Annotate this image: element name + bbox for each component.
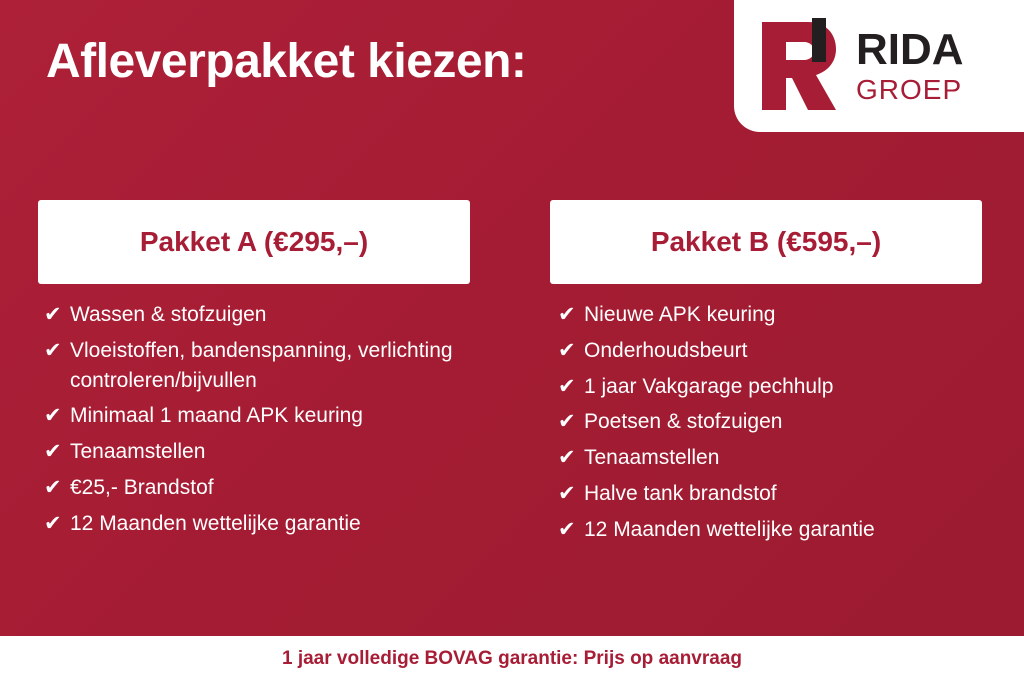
package-b-card (550, 200, 982, 551)
list-item (558, 372, 982, 402)
list-item (558, 300, 982, 330)
check-icon: ✔ (558, 303, 576, 326)
list-item-label: Tenaamstellen (70, 440, 206, 464)
package-b-header (550, 200, 982, 284)
footer-text: 1 jaar volledige BOVAG garantie: Prijs op aanvraag (281, 648, 743, 669)
package-a-feature-list (38, 300, 470, 539)
check-icon: ✔ (558, 338, 576, 362)
list-item-label: Onderhoudsbeurt (584, 338, 748, 362)
list-item (44, 300, 470, 330)
list-item (558, 443, 982, 473)
package-b-title: Pakket B (€595,–) (650, 226, 882, 257)
list-item-label: Halve tank brandstof (584, 482, 777, 506)
logo-subtitle: GROEP (856, 74, 963, 105)
package-a-title: Pakket A (€295,–) (139, 226, 369, 257)
list-item (44, 336, 470, 396)
list-item-label: Tenaamstellen (584, 446, 720, 470)
package-a-header (38, 200, 470, 284)
check-icon: ✔ (44, 440, 62, 464)
list-item-label: Nieuwe APK keuring (584, 303, 776, 326)
list-item (44, 509, 470, 539)
check-icon: ✔ (558, 410, 576, 434)
check-icon: ✔ (558, 482, 576, 506)
footer-banner (0, 636, 1024, 682)
list-item-label: €25,- Brandstof (70, 476, 214, 500)
check-icon: ✔ (558, 446, 576, 470)
list-item (558, 407, 982, 437)
check-icon: ✔ (44, 404, 62, 428)
list-item-label: Wassen & stofzuigen (70, 303, 267, 326)
list-item-label: 12 Maanden wettelijke garantie (70, 511, 361, 535)
list-item-label: Minimaal 1 maand APK keuring (70, 404, 363, 428)
list-item (558, 515, 982, 545)
check-icon: ✔ (44, 338, 62, 362)
check-icon: ✔ (44, 476, 62, 500)
list-item (44, 437, 470, 467)
list-item-label: Poetsen & stofzuigen (584, 410, 783, 434)
list-item (44, 473, 470, 503)
logo-wordmark (856, 25, 964, 105)
list-item (558, 479, 982, 509)
check-icon: ✔ (558, 517, 576, 541)
page-title: Afleverpakket kiezen: (46, 35, 527, 88)
list-item-label: 12 Maanden wettelijke garantie (584, 517, 875, 541)
logo-name: RIDA (856, 25, 964, 74)
packages-container (0, 200, 1024, 551)
package-b-feature-list (550, 300, 982, 545)
check-icon: ✔ (44, 303, 62, 326)
list-item-label: Vloeistoffen, bandenspanning, verlichting controleren/bijvullen (70, 338, 453, 392)
rida-groep-logo (734, 0, 1024, 132)
list-item (44, 401, 470, 431)
check-icon: ✔ (44, 511, 62, 535)
check-icon: ✔ (558, 374, 576, 398)
package-a-card (38, 200, 470, 551)
list-item-label: 1 jaar Vakgarage pechhulp (584, 374, 834, 398)
list-item (558, 336, 982, 366)
rida-r-monogram-icon (756, 18, 842, 114)
